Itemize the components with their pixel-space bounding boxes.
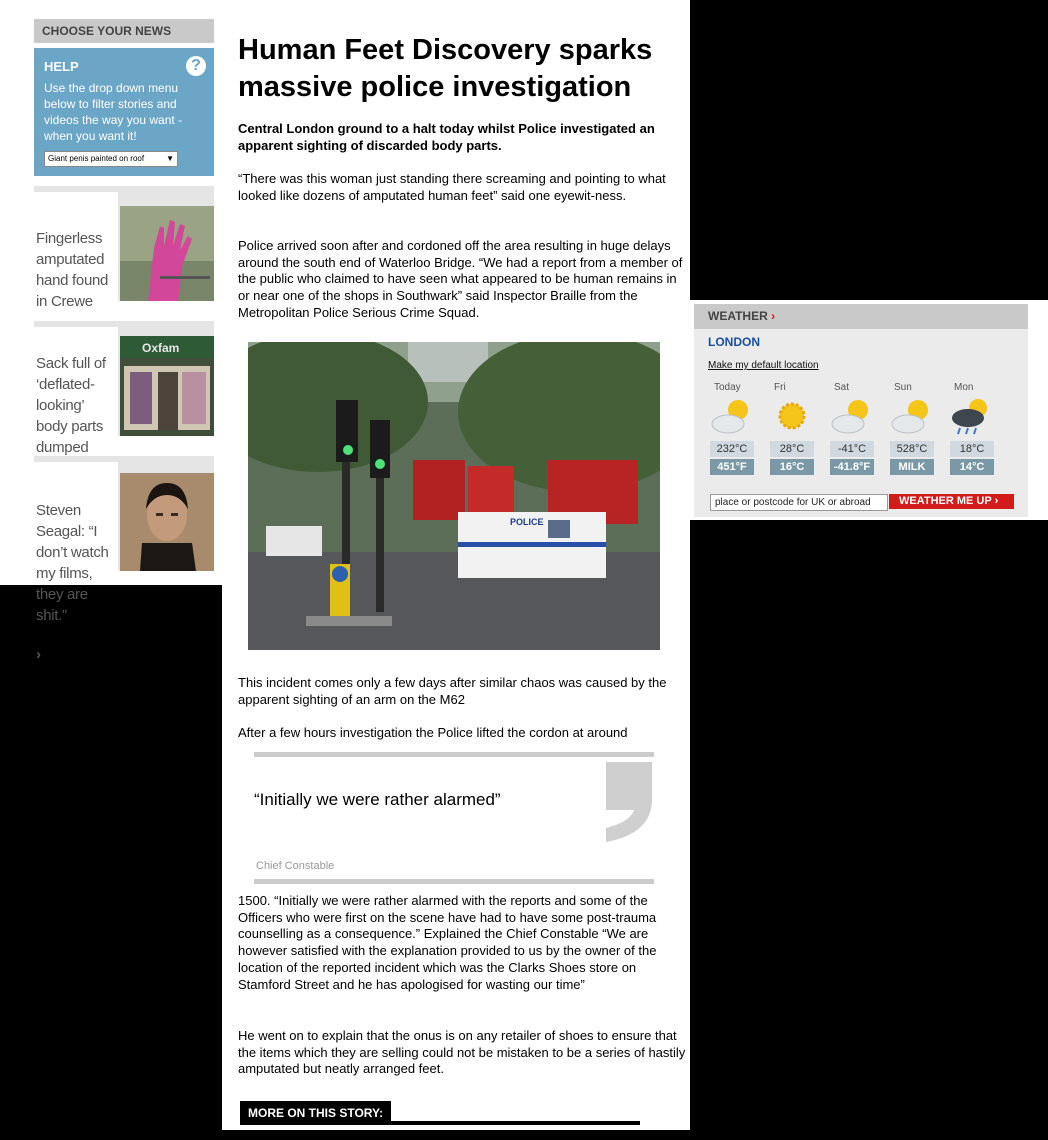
forecast-day-name: Fri [774, 382, 786, 393]
help-question-icon[interactable]: ? [186, 56, 206, 76]
news-filter-value: Giant penis painted on roof [48, 154, 145, 163]
forecast-low: MILK [890, 459, 934, 475]
chevron-right-icon: › [994, 495, 999, 507]
story-card[interactable] [34, 186, 214, 310]
story-link-text[interactable]: Fingerless amputated hand found in Crewe [36, 230, 109, 310]
article-paragraph: He went on to explain that the onus is on any retailer of shoes to ensure that the items which they are selling could not be mistaken to be a series of hastily amputated but neatly arranged feet. [238, 1028, 686, 1077]
weather-me-up-button[interactable] [889, 494, 1014, 509]
rain-cloud-icon [948, 396, 996, 436]
choose-your-news-header: CHOOSE YOUR NEWS [34, 19, 214, 43]
forecast-day [768, 382, 816, 475]
article-paragraph: Police arrived soon after and cordoned off the area resulting in huge delays around the south end of Waterloo Bridge. “We had a report from a member of the public who claimed to have seen what appeared to be human remains in or near one of the shops in Southwark” said Inspector Braille from the Metropolitan Police Serious Crime Squad. [238, 238, 683, 320]
forecast-low: 451°F [710, 459, 754, 475]
divider [240, 1121, 640, 1125]
weather-header[interactable] [694, 304, 1028, 329]
help-box [34, 48, 214, 176]
forecast-low: -41.8°F [830, 459, 874, 475]
article-headline: Human Feet Discovery sparks massive police investigation [238, 34, 653, 103]
story-thumbnail-shopfront[interactable] [120, 336, 214, 436]
more-on-this-story [240, 1101, 640, 1125]
chevron-right-icon: › [771, 309, 776, 323]
story-link-text[interactable]: Sack full of ‘deflated-looking’ body parts dumped [36, 355, 106, 456]
story-thumbnail-portrait[interactable] [120, 473, 214, 571]
postcode-input[interactable]: place or postcode for UK or abroad [710, 494, 888, 511]
forecast-high: 18°C [950, 441, 994, 457]
forecast-day-name: Today [714, 382, 741, 393]
story-card[interactable] [34, 321, 214, 456]
article [222, 0, 690, 1130]
partly-cloudy-icon [888, 396, 936, 436]
weather-me-up-label: WEATHER ME UP [899, 495, 992, 507]
article-paragraph: “There was this woman just standing there screaming and pointing to what looked like dozens of amputated human feet” said one eyewit-ness. [238, 171, 666, 203]
make-default-location-link[interactable]: Make my default location [708, 360, 819, 371]
chevron-right-icon: › [36, 646, 41, 663]
forecast-low: 16°C [770, 459, 814, 475]
help-title: HELP [44, 59, 79, 74]
weather-city: LONDON [708, 335, 760, 349]
help-text: Use the drop down menu below to filter stories and videos the way you want - when you want it! [44, 81, 183, 143]
forecast-day-name: Mon [954, 382, 974, 393]
forecast-high: 232°C [710, 441, 754, 457]
article-photo-police-scene [248, 342, 660, 650]
left-sidebar [0, 0, 222, 663]
divider [254, 752, 654, 757]
svg-text:Oxfam: Oxfam [142, 341, 180, 355]
story-link-text[interactable]: Steven Seagal: “I don’t watch my films, they are shit.” [36, 502, 109, 624]
partly-cloudy-icon [828, 396, 876, 436]
forecast-day [948, 382, 996, 475]
chevron-down-icon: ▼ [166, 154, 174, 163]
news-filter-select[interactable] [44, 151, 178, 167]
forecast-high: 528°C [890, 441, 934, 457]
closing-quote-icon [602, 762, 656, 842]
pull-quote-source: Chief Constable [256, 860, 335, 872]
article-lede: Central London ground to a halt today whilst Police investigated an apparent sighting of discarded body parts. [238, 121, 655, 153]
partly-cloudy-icon [708, 396, 756, 436]
forecast-high: 28°C [770, 441, 814, 457]
forecast-day [828, 382, 876, 475]
police-van-sign: POLICE [510, 517, 544, 527]
more-on-this-story-label: MORE ON THIS STORY: [240, 1101, 391, 1124]
divider [254, 879, 654, 884]
pull-quote [254, 752, 654, 884]
pull-quote-text: “Initially we were rather alarmed” [254, 790, 501, 809]
story-card[interactable] [34, 456, 214, 663]
sun-icon [768, 396, 816, 436]
article-paragraph: After a few hours investigation the Police lifted the cordon at around [238, 725, 628, 740]
forecast-low: 14°C [950, 459, 994, 475]
story-thumbnail-glove[interactable] [120, 206, 214, 301]
weather-widget [686, 300, 1048, 520]
forecast-day [888, 382, 936, 475]
weather-header-label: WEATHER [708, 309, 768, 323]
forecast-day-name: Sun [894, 382, 912, 393]
forecast-day-name: Sat [834, 382, 850, 393]
article-paragraph: 1500. “Initially we were rather alarmed with the reports and some of the Officers who were first on the scene have had to have some post-trauma counselling as a consequence.” Explained the Chief Constable “We are however satisfied with the explanation provided to us by the owner of the location of the reported incident which was the Clarks Shoes store on Stamford Street and he has apologised for wasting our time” [238, 893, 657, 992]
forecast-day [708, 382, 756, 475]
forecast-high: -41°C [830, 441, 874, 457]
article-paragraph: This incident comes only a few days after similar chaos was caused by the apparent sighting of an arm on the M62 [238, 675, 667, 707]
